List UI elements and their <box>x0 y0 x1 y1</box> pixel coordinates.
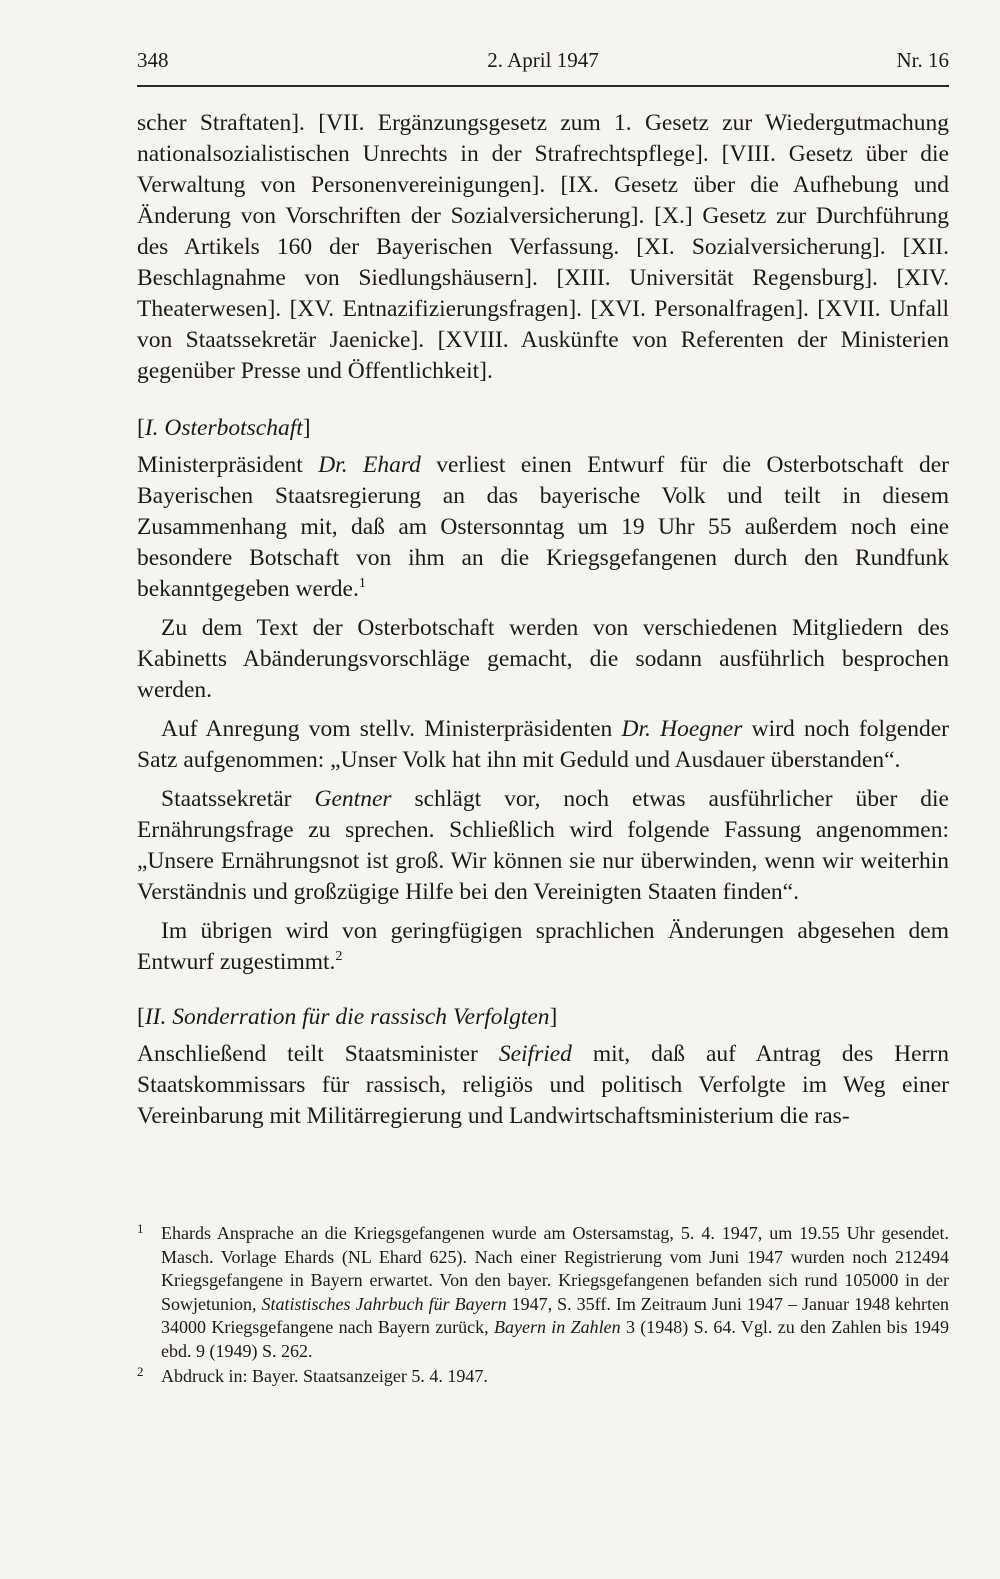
running-header <box>137 44 949 76</box>
paragraph-zustimmung: Im übrigen wird von geringfügigen sprachlichen Änderungen abgesehen dem Entwurf zugestimmt.$^2$ <box>137 918 949 975</box>
page-number: 348 <box>137 48 169 72</box>
header-date: 2. April 1947 <box>487 48 599 72</box>
paragraph-ehard: Ministerpräsident Dr. Ehard verliest einen Entwurf für die Osterbotschaft der Bayerischen Staatsregierung an das bayerische Volk und teilt in diesem Zusammenhang mit, daß am Ostersonntag um 19 Uhr 55 außerdem noch eine besondere Botschaft von ihm an die Kriegsgefangenen durch den Rundfunk bekanntgegeben werde.$^1$ <box>137 452 949 602</box>
paragraph-gentner: Staatssekretär Gentner schlägt vor, noch etwas ausführlicher über die Ernährungsfrage zu sprechen. Schließlich wird folgende Fassung angenommen: „Unsere Ernährungsnot ist groß. Wir können sie nur überwinden, wenn wir weiterhin Verständnis und großzügige Hilfe bei den Vereinigten Staaten finden“. <box>137 786 949 905</box>
header-issue-number: Nr. 16 <box>896 48 949 72</box>
footnote-ref[interactable]: 2 <box>335 949 343 964</box>
paragraph-abaenderung: Zu dem Text der Osterbotschaft werden von verschiedenen Mitgliedern des Kabinetts Abänderungsvorschläge gemacht, die sodann ausführlich besprochen werden. <box>137 615 949 703</box>
person-name: Dr. Hoegner <box>621 716 743 742</box>
footnote-number: 1 <box>137 1221 144 1236</box>
paragraph-seifried: Anschließend teilt Staatsminister Seifried mit, daß auf Antrag des Herrn Staatskommissars für rassisch, religiös und politisch Verfolgte im Weg einer Vereinbarung mit Militärregierung und Landwirtschaftsministerium die ras- <box>137 1041 949 1129</box>
section-heading-osterbotschaft: [I. Osterbotschaft] <box>137 415 311 441</box>
main-text <box>137 108 949 1132</box>
person-name: Seifried <box>498 1041 572 1067</box>
footnotes <box>137 1222 949 1391</box>
header-rule <box>137 85 949 87</box>
footnote-number: 2 <box>137 1364 144 1379</box>
footnote-ref[interactable]: 1 <box>358 576 366 591</box>
paragraph-hoegner: Auf Anregung vom stellv. Ministerpräsidenten Dr. Hoegner wird noch folgender Satz aufgenommen: „Unser Volk hat ihn mit Geduld und Ausdauer überstanden“. <box>137 716 949 773</box>
intro-paragraph: scher Straftaten]. [VII. Ergänzungsgesetz zum 1. Gesetz zur Wiedergutmachung nationalsozialistischen Unrechts in der Strafrechtspflege]. [VIII. Gesetz über die Verwaltung von Personenvereinigungen]. [IX. Gesetz über die Aufhebung und Änderung von Vorschriften der Sozialversicherung]. [X.] Gesetz zur Durchführung des Artikels 160 der Bayerischen Verfassung. [XI. Sozialversicherung]. [XII. Beschlagnahme von Siedlungshäusern]. [XIII. Universität Regensburg]. [XIV. Theaterwesen]. [XV. Entnazifizierungsfragen]. [XVI. Personalfragen]. [XVII. Unfall von Staatssekretär Jaenicke]. [XVIII. Auskünfte von Referenten der Ministerien gegenüber Presse und Öffentlichkeit]. <box>137 110 949 384</box>
section-heading-sonderration: [II. Sonderration für die rassisch Verfolgten] <box>137 1004 558 1030</box>
footnote-2: 2 Abdruck in: Bayer. Staatsanzeiger 5. 4. 1947. <box>137 1365 949 1389</box>
person-name: Dr. Ehard <box>318 452 421 478</box>
footnote-1: 1 Ehards Ansprache an die Kriegsgefangenen wurde am Ostersamstag, 5. 4. 1947, um 19.55 Uhr gesendet. Masch. Vorlage Ehards (NL Ehard 625). Nach einer Registrierung vom Juni 1947 wurden noch 212494 Kriegsgefangene in Bayern erwartet. Von den bayer. Kriegsgefangenen befanden sich rund 105000 in der Sowjetunion, Statistisches Jahrbuch für Bayern 1947, S. 35ff. Im Zeitraum Juni 1947 – Januar 1948 kehrten 34000 Kriegsgefangene nach Bayern zurück, Bayern in Zahlen 3 (1948) S. 64. Vgl. zu den Zahlen bis 1949 ebd. 9 (1949) S. 262. <box>137 1222 949 1363</box>
person-name: Gentner <box>314 786 392 812</box>
